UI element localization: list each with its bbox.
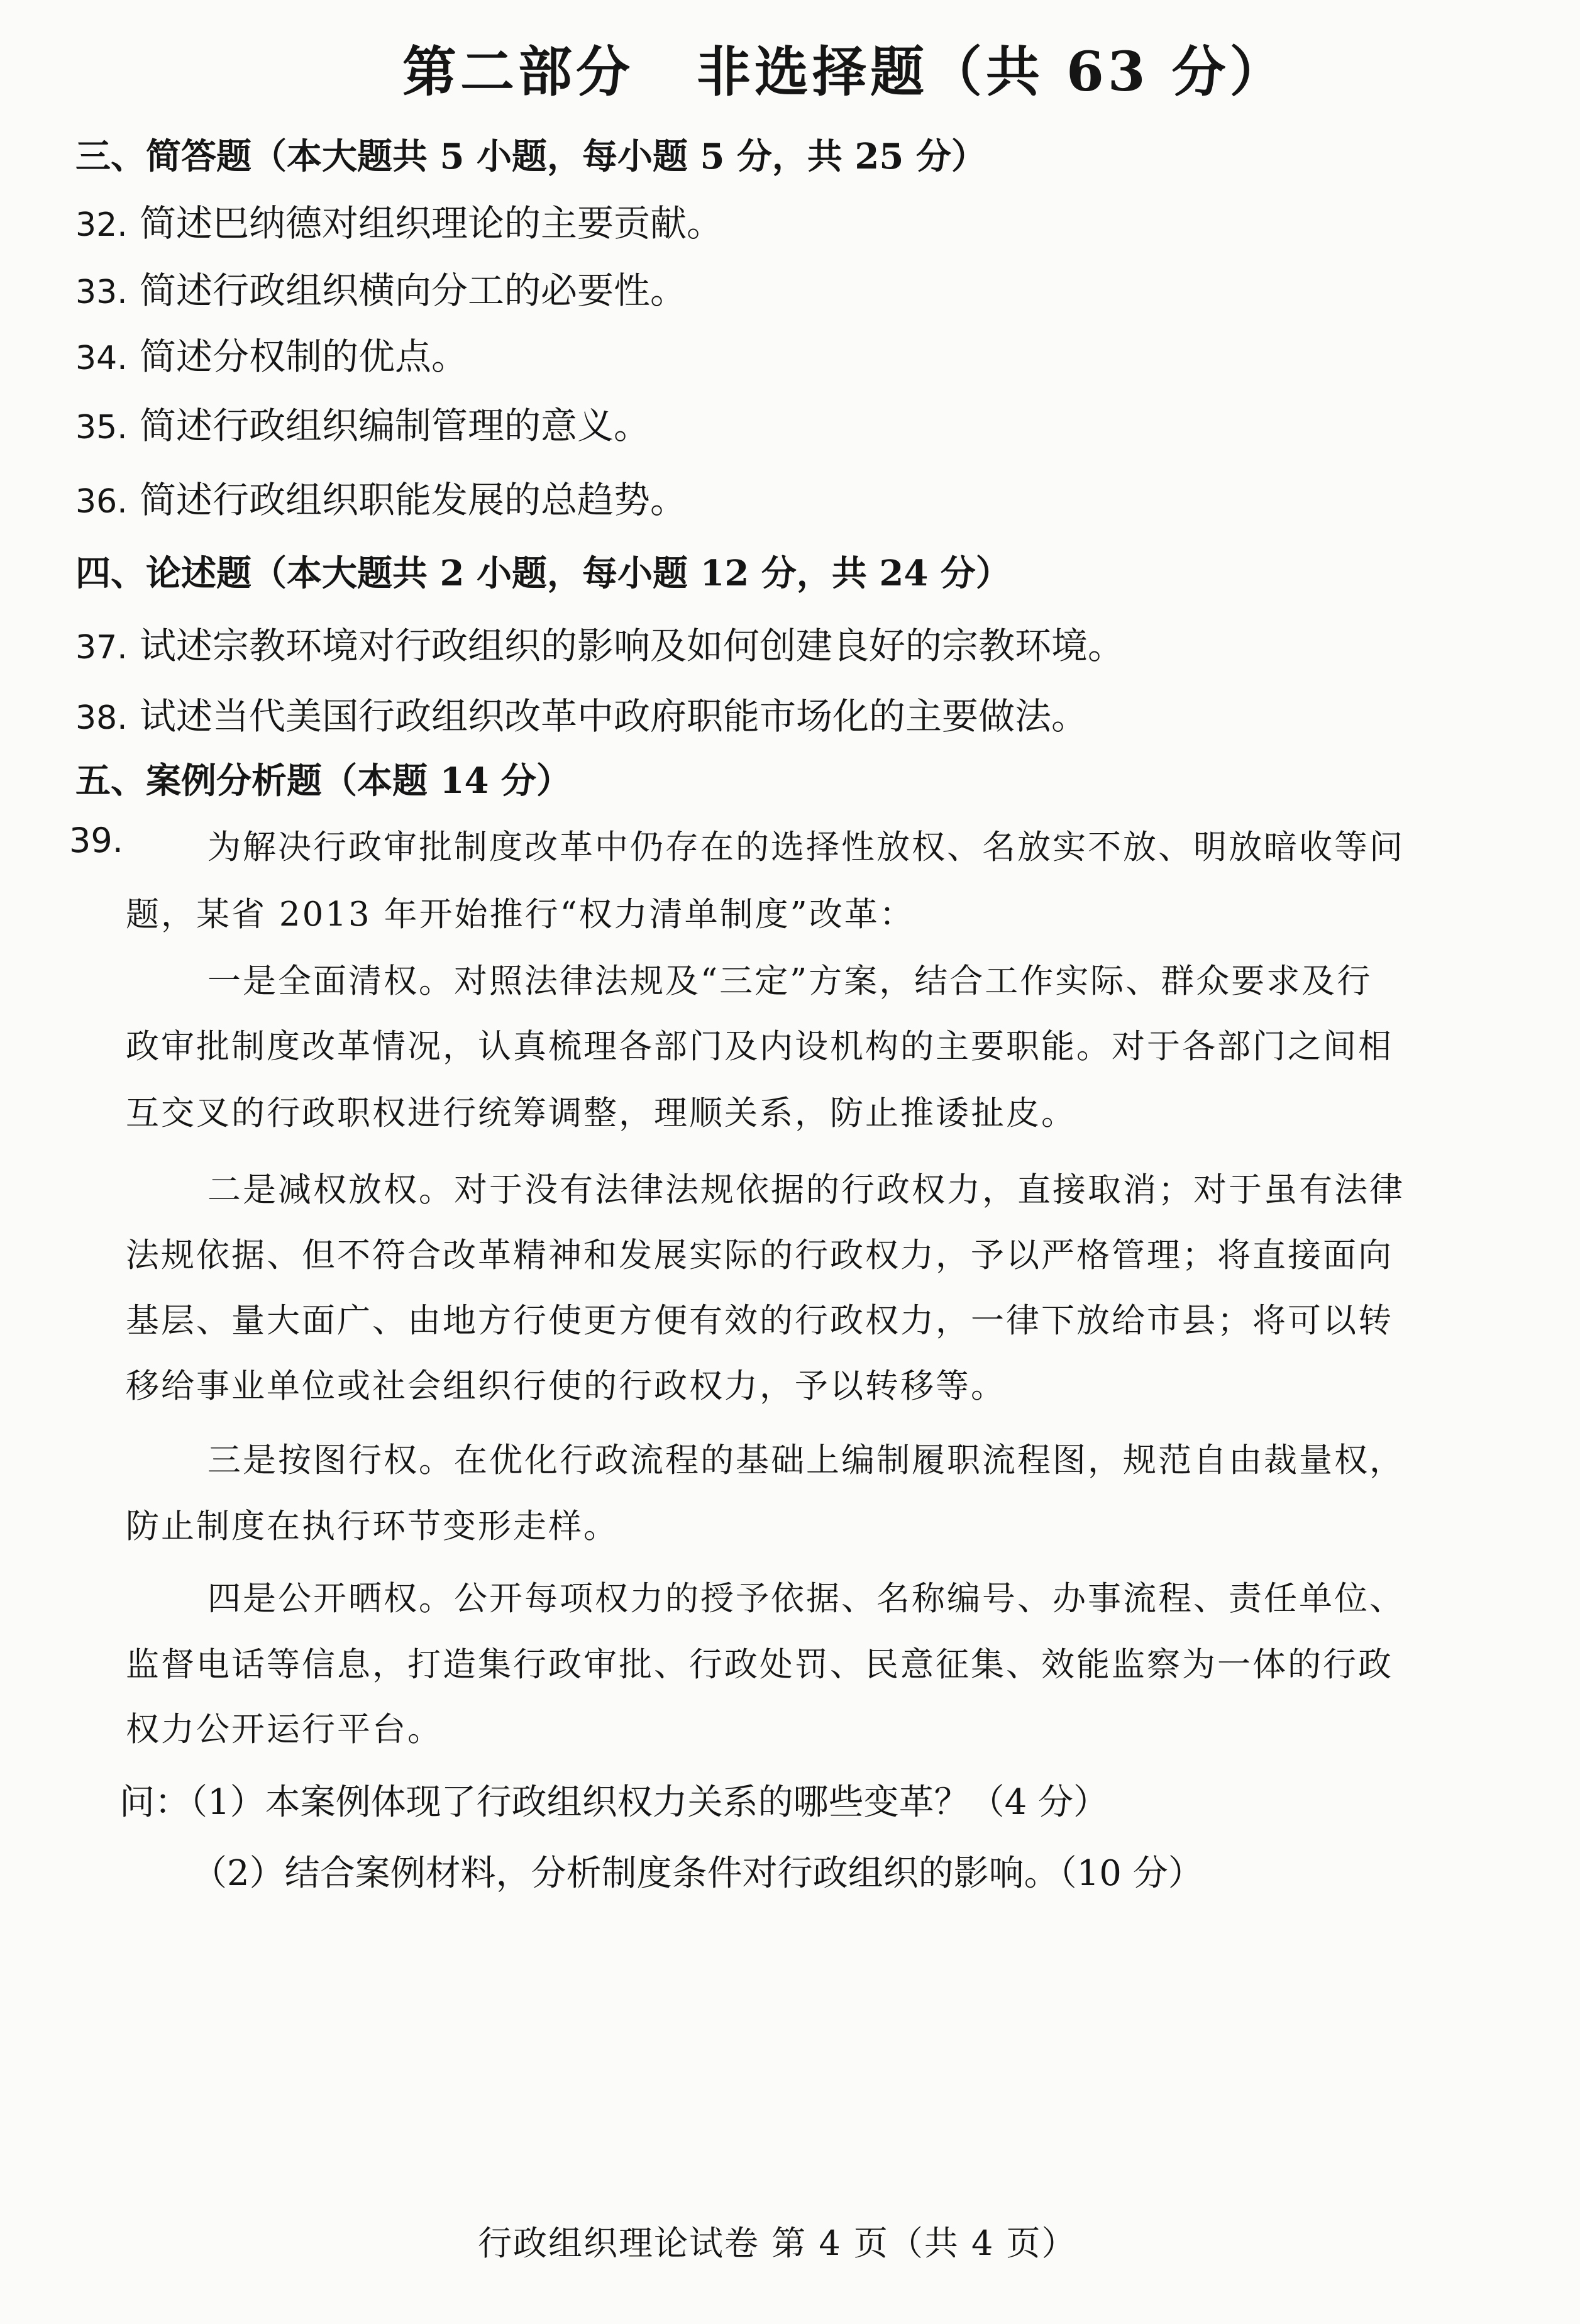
section-heading-case-analysis: 五、案例分析题（本题 14 分） bbox=[75, 760, 572, 802]
case-line-3: 一是全面清权。对照法律法规及“三定”方案，结合工作实际、群众要求及行 bbox=[207, 962, 1373, 1000]
question-number: 36. bbox=[75, 483, 128, 521]
question-37 bbox=[75, 616, 1124, 669]
question-text: 试述当代美国行政组织改革中政府职能市场化的主要做法。 bbox=[140, 695, 1088, 738]
question-text: 试述宗教环境对行政组织的影响及如何创建良好的宗教环境。 bbox=[140, 624, 1125, 667]
question-number: 34. bbox=[75, 340, 128, 377]
case-line-13: 监督电话等信息，打造集行政审批、行政处罚、民意征集、效能监察为一体的行政 bbox=[126, 1646, 1393, 1684]
case-line-2: 题，某省 2013 年开始推行“权力清单制度”改革： bbox=[126, 895, 915, 934]
page-footer: 行政组织理论试卷 第 4 页（共 4 页） bbox=[478, 2223, 1077, 2263]
case-line-5: 互交叉的行政职权进行统筹调整，理顺关系，防止推诿扯皮。 bbox=[126, 1094, 1076, 1132]
case-line-7: 法规依据、但不符合改革精神和发展实际的行政权力，予以严格管理；将直接面向 bbox=[126, 1236, 1393, 1275]
question-38 bbox=[75, 687, 1088, 739]
case-question-2: （2）结合案例材料，分析制度条件对行政组织的影响。（10 分） bbox=[192, 1853, 1203, 1894]
question-number: 32. bbox=[75, 206, 128, 244]
question-36 bbox=[75, 470, 687, 523]
question-number: 33. bbox=[75, 274, 128, 311]
part-header bbox=[402, 28, 1288, 106]
part-label: 第二部分 bbox=[402, 40, 634, 104]
case-question-1: 问：（1）本案例体现了行政组织权力关系的哪些变革？（4 分） bbox=[119, 1782, 1109, 1823]
question-33 bbox=[75, 261, 687, 314]
case-line-4: 政审批制度改革情况，认真梳理各部门及内设机构的主要职能。对于各部门之间相 bbox=[126, 1027, 1393, 1066]
question-number: 38. bbox=[75, 699, 128, 737]
question-34 bbox=[75, 327, 468, 380]
question-text: 简述行政组织编制管理的意义。 bbox=[140, 404, 651, 447]
question-text: 简述巴纳德对组织理论的主要贡献。 bbox=[140, 202, 724, 245]
case-line-1: 为解决行政审批制度改革中仍存在的选择性放权、名放实不放、明放暗收等问 bbox=[207, 828, 1405, 866]
case-line-11: 防止制度在执行环节变形走样。 bbox=[126, 1507, 619, 1546]
question-text: 简述行政组织职能发展的总趋势。 bbox=[140, 479, 687, 521]
section-heading-short-answer: 三、简答题（本大题共 5 小题，每小题 5 分，共 25 分） bbox=[75, 136, 986, 177]
question-text: 简述分权制的优点。 bbox=[140, 335, 468, 378]
question-number: 35. bbox=[75, 409, 128, 446]
case-line-12: 四是公开晒权。公开每项权力的授予依据、名称编号、办事流程、责任单位、 bbox=[207, 1580, 1405, 1618]
question-number: 37. bbox=[75, 629, 128, 667]
case-line-14: 权力公开运行平台。 bbox=[126, 1710, 443, 1749]
part-title: 非选择题（共 63 分） bbox=[697, 40, 1288, 104]
question-35 bbox=[75, 396, 650, 449]
question-text: 简述行政组织横向分工的必要性。 bbox=[140, 269, 687, 312]
question-39-number: 39. bbox=[69, 821, 123, 860]
case-line-6: 二是减权放权。对于没有法律法规依据的行政权力，直接取消；对于虽有法律 bbox=[207, 1171, 1405, 1209]
section-heading-essay: 四、论述题（本大题共 2 小题，每小题 12 分，共 24 分） bbox=[75, 553, 1011, 594]
case-line-9: 移给事业单位或社会组织行使的行政权力，予以转移等。 bbox=[126, 1367, 1006, 1405]
question-32 bbox=[75, 194, 723, 246]
case-line-8: 基层、量大面广、由地方行使更方便有效的行政权力，一律下放给市县；将可以转 bbox=[126, 1302, 1393, 1340]
case-line-10: 三是按图行权。在优化行政流程的基础上编制履职流程图，规范自由裁量权， bbox=[207, 1441, 1405, 1480]
